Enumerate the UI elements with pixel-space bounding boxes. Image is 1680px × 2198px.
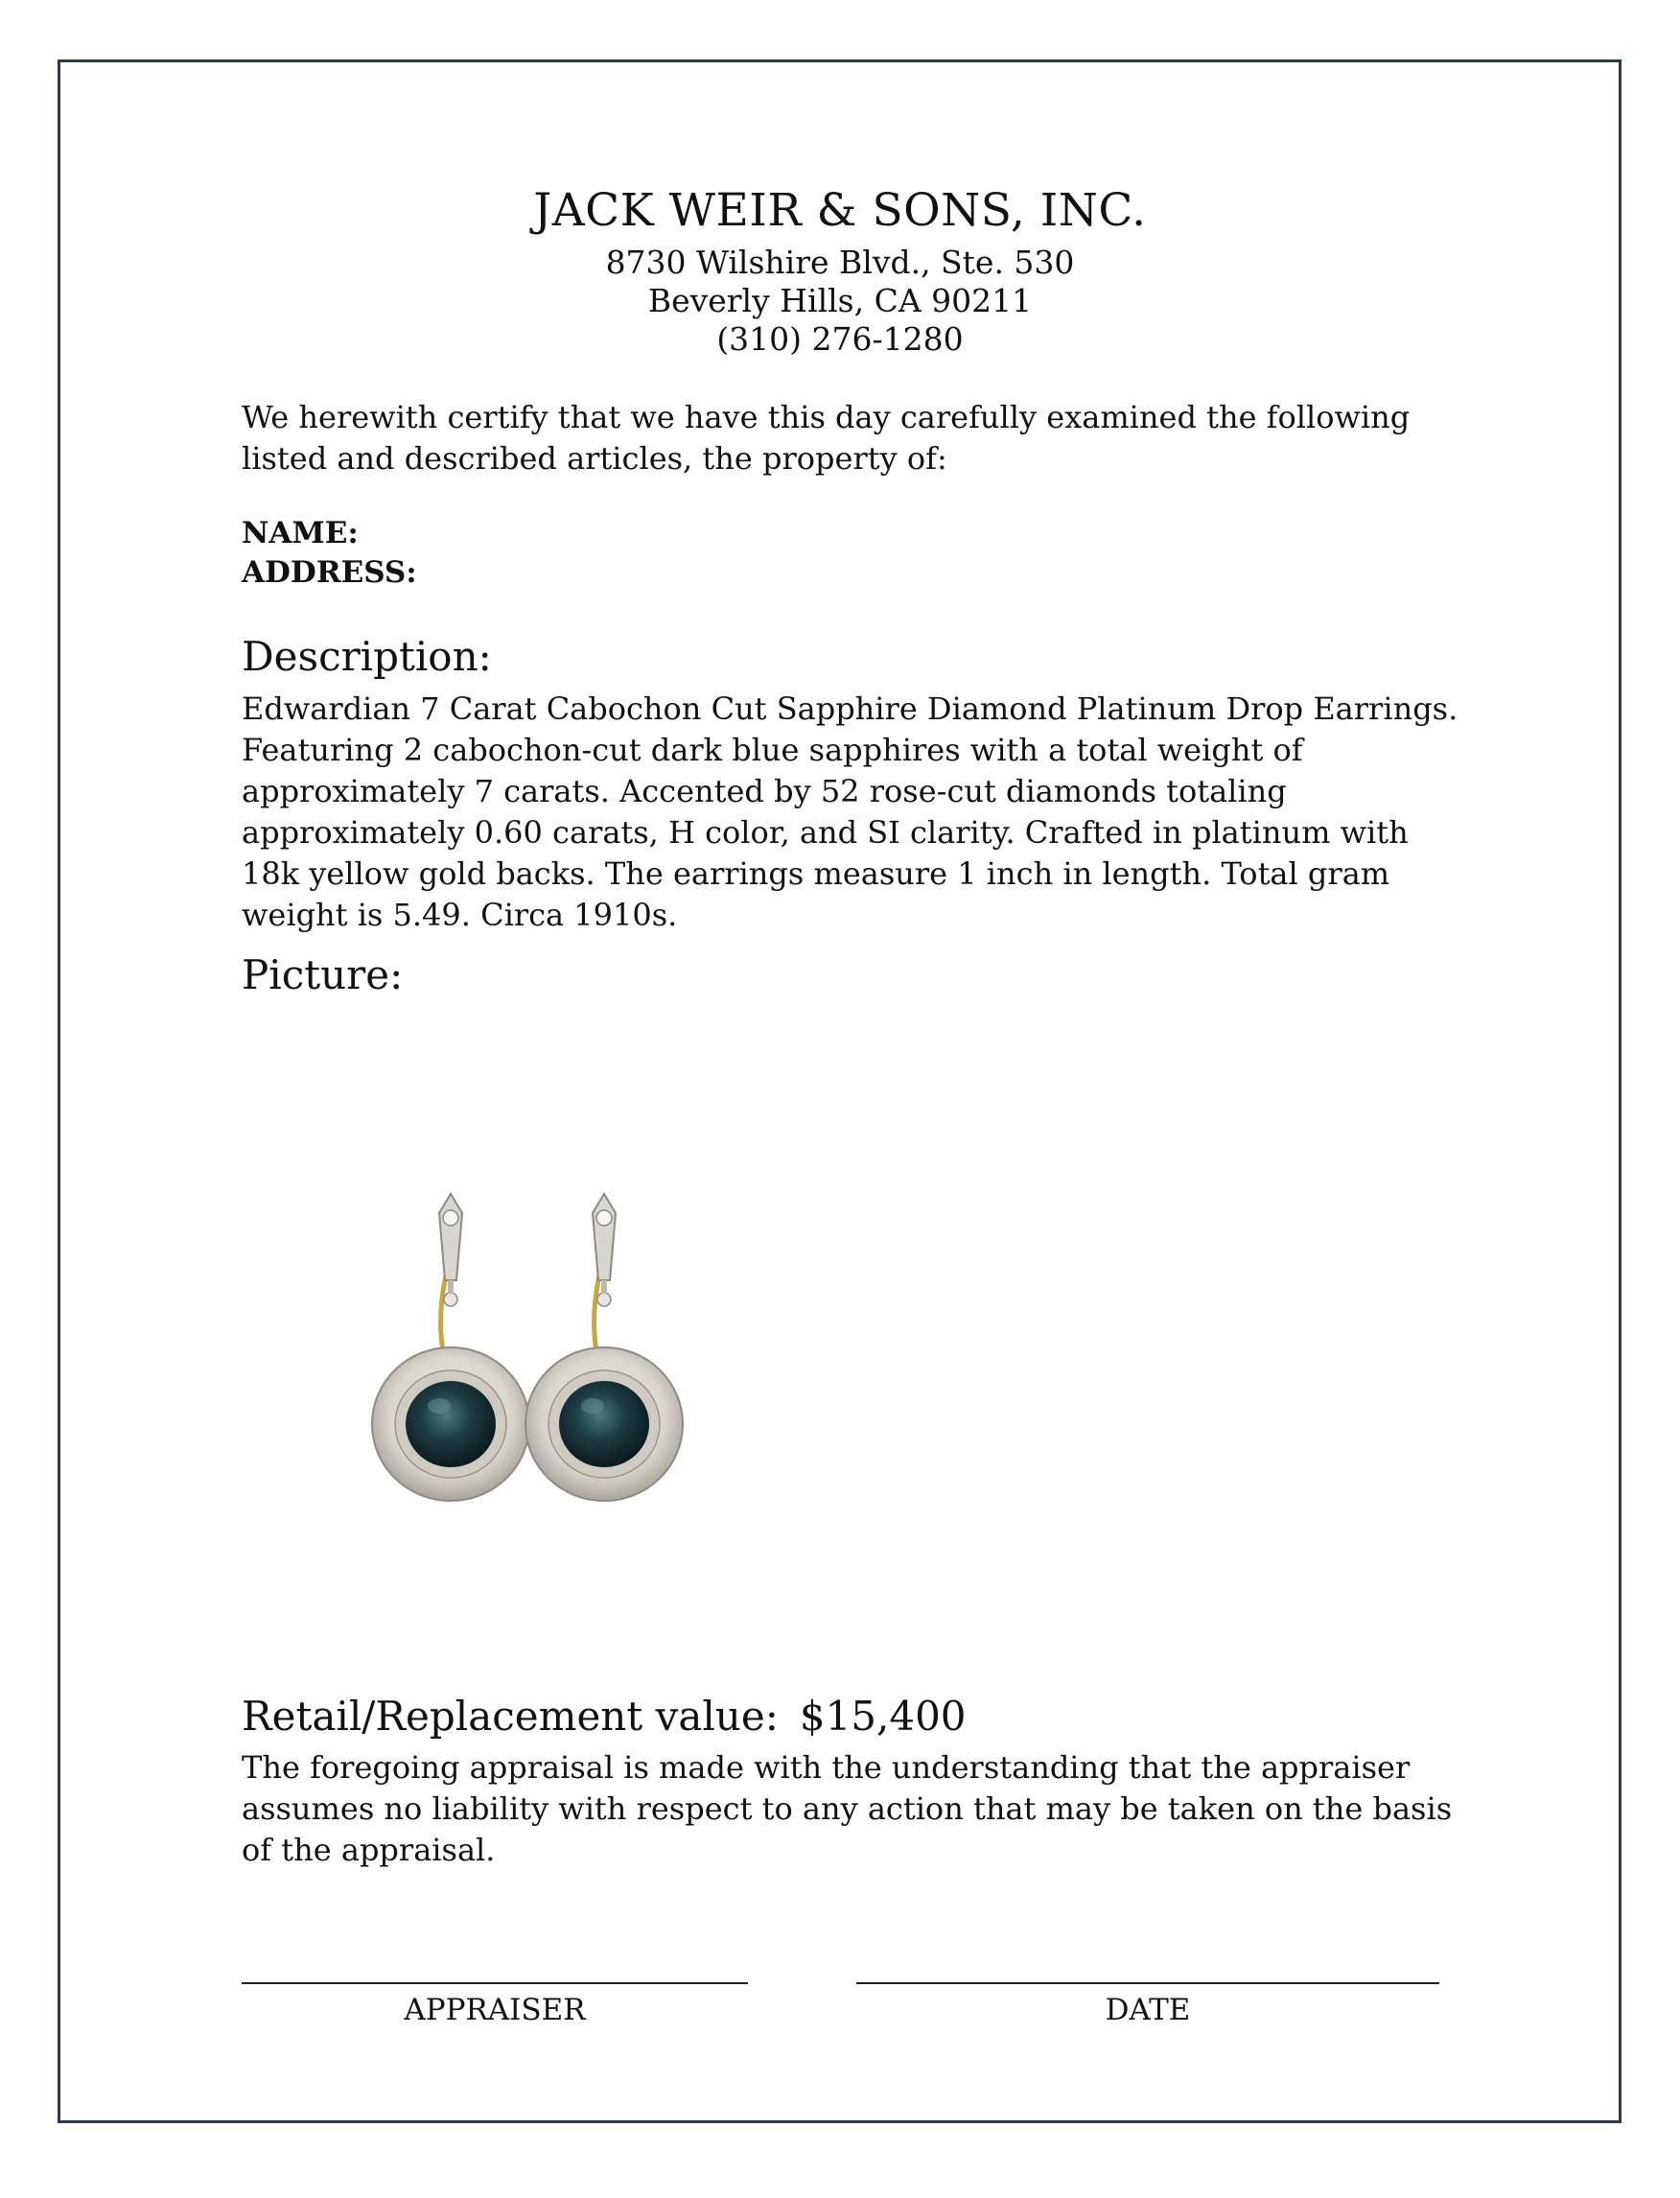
description-heading: Description: — [242, 633, 492, 680]
picture-heading: Picture: — [242, 951, 404, 998]
name-label: NAME: — [242, 516, 359, 550]
address-label: ADDRESS: — [242, 555, 417, 590]
left-earring — [372, 1194, 529, 1501]
date-label: DATE — [1105, 1993, 1191, 2027]
right-earring — [525, 1194, 683, 1501]
valuation-label: Retail/Replacement value: — [242, 1693, 779, 1740]
description-text: Edwardian 7 Carat Cabochon Cut Sapphire Diamond Platinum Drop Earrings. Featuring 2 cabochon-cut dark blue sapphires with a total weight of approximately 7 carats. Accented by 52 rose-cut diamonds totaling approximately 0.60 carats, H color, and SI clarity. Crafted in platinum with 18k yellow gold backs. The earrings measure 1 inch in length. Total gram weight is 5.49. Circa 1910s. — [242, 690, 1458, 933]
company-phone: (310) 276-1280 — [716, 320, 964, 358]
company-address-line2: Beverly Hills, CA 90211 — [647, 282, 1033, 319]
earrings-photo — [355, 1189, 796, 1573]
certification-text: We herewith certify that we have this day carefully examined the following listed and described articles, the property of: — [242, 399, 1411, 477]
valuation-line — [242, 1693, 967, 1740]
company-address-line1: 8730 Wilshire Blvd., Ste. 530 — [605, 244, 1075, 281]
appraiser-label: APPRAISER — [404, 1993, 586, 2027]
appraiser-signature-line — [242, 1982, 748, 1984]
date-signature-line — [856, 1982, 1439, 1984]
valuation-amount: $15,400 — [799, 1693, 967, 1740]
disclaimer-text: The foregoing appraisal is made with the understanding that the appraiser assumes no liability with respect to any action that may be taken on the basis of the appraisal. — [242, 1749, 1453, 1868]
company-name: JACK WEIR & SONS, INC. — [533, 184, 1147, 237]
